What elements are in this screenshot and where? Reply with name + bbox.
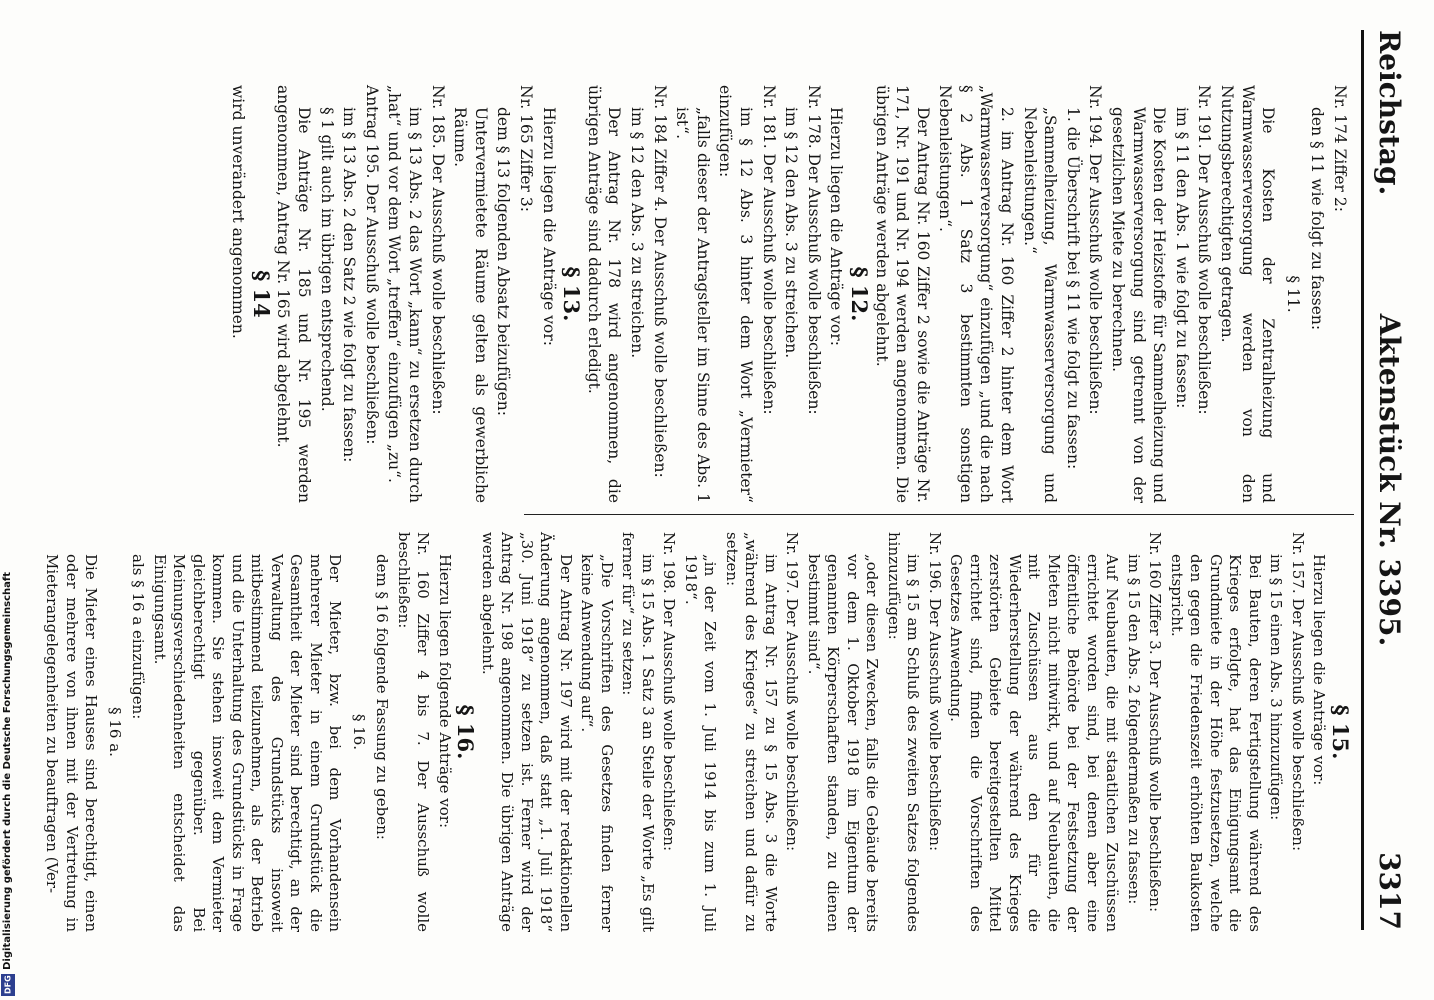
paragraph: im § 15 am Schluß des zweiten Satzes folgendes hinzuzufügen: — [885, 532, 923, 932]
paragraph: Hierzu liegen die Anträge vor: — [1310, 554, 1329, 786]
paragraph: Hierzu liegen die Anträge vor: — [539, 107, 558, 347]
section-heading: § 15. — [1328, 704, 1353, 760]
paragraph: dem § 16 folgende Fassung zu geben: — [373, 554, 392, 840]
paragraph: § 16 a. — [106, 707, 124, 757]
paragraph: als § 16 a einzufügen: — [129, 554, 148, 720]
header-center: Aktenstück Nr. 3395. — [1373, 313, 1406, 647]
paragraph: im § 12 den Abs. 3 zu streichen. — [782, 107, 801, 359]
header-left: Reichstag. — [1373, 30, 1406, 196]
paragraph: Nr. 196. Der Ausschuß wolle beschließen: — [926, 532, 944, 852]
paragraph: im § 13 Abs. 2 das Wort „kann“ zu ersetzen durch „hat“ und vor dem Wort „treffen“ einzufügen „zu“. — [385, 85, 425, 503]
paragraph: Die Kosten der Zentralheizung und Warmwasserversorgung werden von den Nutzungsberechtigten getragen. — [1218, 85, 1278, 503]
header-rule — [1361, 30, 1364, 930]
paragraph: im § 15 einen Abs. 3 hinzuzufügen: — [1267, 554, 1286, 821]
paragraph: im § 13 Abs. 2 den Satz 2 wie folgt zu fassen: — [340, 107, 359, 463]
paragraph: „Sammelheizung, Warmwasserversorgung und Nebenleistungen.“ — [1020, 107, 1060, 503]
page-header — [1366, 30, 1406, 930]
dfg-logo: DFG — [1, 974, 15, 996]
paragraph: im § 15 Abs. 1 Satz 3 an Stelle der Worte „Es gilt ferner für“ zu setzen: — [619, 532, 657, 932]
paragraph: „falls dieser der Antragsteller im Sinne des Abs. 1 ist“. — [673, 107, 712, 503]
section-heading: § 14 — [248, 270, 274, 318]
paragraph: Die Mieter eines Hauses sind berechtigt, einen oder mehrere von ihnen mit der Vertretung in Mieterangelegenheiten zu beauftragen (Ver- — [43, 554, 101, 932]
paragraph: Bei Bauten, deren Fertigstellung während des Krieges erfolgte, hat das Einigungsamt die Grundmiete in der Höhe festzusetzen, welche den gegen die Friedenszeit erhöhten Baukosten entspricht. — [1168, 554, 1264, 932]
paragraph: „oder diesen Zwecken, falls die Gebäude bereits vor dem 1. Oktober 1918 im Eigentum der genannten Körperschaften standen, zu dienen bestimmt sind“. — [805, 554, 882, 932]
paragraph: Nr. 194. Der Ausschuß wolle beschließen: — [1086, 85, 1105, 415]
paragraph: Nr. 165 Ziffer 3: — [517, 85, 536, 212]
paragraph: im § 15 den Abs. 2 folgendermaßen zu fassen: — [1125, 554, 1143, 905]
section-heading: § 12. — [846, 266, 872, 322]
paragraph: Nr. 160 Ziffer 3. Der Ausschuß wolle beschließen: — [1146, 532, 1165, 913]
paragraph: Nr. 157. Der Ausschuß wolle beschließen: — [1289, 532, 1307, 852]
paragraph: Nr. 160 Ziffer 4 bis 7. Der Ausschuß wolle beschließen: — [395, 532, 433, 932]
section-heading: § 16. — [453, 704, 479, 760]
paragraph: § 16. — [350, 713, 368, 751]
paragraph: Nr. 198. Der Ausschuß wolle beschließen: — [660, 532, 679, 852]
paragraph: § 11. — [1283, 275, 1302, 313]
paragraph: Nr. 185. Der Ausschuß wolle beschließen: — [428, 85, 447, 415]
paragraph: Hierzu liegen folgende Anträge vor: — [436, 554, 454, 829]
paragraph: im § 12 Abs. 3 hinter dem Wort „Vermieter“ einzufügen: — [716, 85, 755, 503]
paragraph: Nr. 174 Ziffer 2: — [1331, 85, 1349, 212]
paragraph: Der Antrag Nr. 160 Ziffer 2 sowie die Anträge Nr. 171, Nr. 191 und Nr. 194 werden angenommen. Die übrigen Anträge werden abgelehnt. — [872, 85, 932, 503]
paragraph: den § 11 wie folgt zu fassen: — [1308, 107, 1327, 331]
section-heading: § 13. — [559, 266, 585, 322]
left-column — [226, 85, 1350, 503]
digitization-sidebar — [0, 0, 20, 1000]
paragraph: „Die Vorschriften des Gesetzes finden ferner keine Anwendung auf“. — [578, 554, 616, 932]
funding-note: Digitalisierung gefördert durch die Deutsche Forschungsgemeinschaft — [2, 572, 13, 970]
paragraph: wird unverändert angenommen. — [229, 85, 248, 339]
paragraph: Die Kosten der Heizstoffe für Sammelheizung und Warmwasserversorgung sind getrennt von der gesetzlichen Miete zu berechnen. — [1109, 107, 1169, 503]
paragraph: Die Anträge Nr. 185 und Nr. 195 werden angenommen, Antrag Nr. 165 wird abgelehnt. — [274, 85, 314, 503]
paragraph: Der Antrag Nr. 178 wird angenommen, die übrigen Anträge sind dadurch erledigt. — [584, 85, 624, 503]
paragraph: Untervermietete Räume gelten als gewerbliche Räume. — [451, 107, 490, 503]
paragraph: Nr. 191. Der Ausschuß wolle beschließen: — [1195, 85, 1214, 415]
right-column — [40, 532, 1353, 932]
paragraph: im Antrag Nr. 157 zu § 15 Abs. 3 die Worte „während des Krieges“ zu streichen und dafür zu setzen: — [723, 532, 780, 932]
paragraph: Auf Neubauten, die mit staatlichen Zuschüssen errichtet worden sind, bei denen aber eine öffentliche Behörde bei der Festsetzung der Mieten nicht mitwirkt, und auf Neubauten, die mit Zuschüssen aus den für die Wiederherstellung der während des Krieges zerstörten Gebiete bereitgestellten Mittel errichtet sind, finden die Vorschriften des Gesetzes Anwendung. — [947, 554, 1122, 932]
paragraph: 2. im Antrag Nr. 160 Ziffer 2 hinter dem Wort „Warmwasserversorgung“ einzufügen „und die nach § 2 Abs. 1 Satz 3 bestimmten sonstigen Nebenleistungen“. — [936, 85, 1017, 503]
paragraph: Antrag 195. Der Ausschuß wolle beschließen: — [362, 85, 381, 445]
paragraph: Nr. 184 Ziffer 4. Der Ausschuß wolle beschließen: — [650, 85, 669, 478]
paragraph: Der Mieter, bzw. bei dem Vorhandensein mehrerer Mieter in einem Grundstück die Gesamtheit der Mieter sind berechtigt, an der Verwaltung des Grundstücks insoweit mitbestimmend teilzunehmen, als der Betrieb und die Unterhaltung des Grundstücks in Frage kommen. Sie stehen insoweit dem Vermieter gleichberechtigt gegenüber. Bei Meinungsverschiedenheiten entscheidet das Einigungsamt. — [151, 554, 345, 932]
paragraph: Nr. 178. Der Ausschuß wolle beschließen: — [804, 85, 823, 415]
paragraph: Der Antrag Nr. 197 wird mit der redaktionellen Änderung angenommen, daß statt „1. Juli 1918“ „30. Juni 1918“ zu setzen ist. Ferner wird der Antrag Nr. 198 angenommen. Die übrigen Anträge werden abgelehnt. — [479, 532, 575, 932]
paragraph: Hierzu liegen die Anträge vor: — [827, 107, 846, 347]
paragraph: § 1 gilt auch im übrigen entsprechend. — [317, 107, 336, 412]
paragraph: im § 12 den Abs. 3 zu streichen. — [628, 107, 646, 359]
paragraph: im § 11 den Abs. 1 wie folgt zu fassen: — [1172, 107, 1191, 409]
paragraph: Nr. 181. Der Ausschuß wolle beschließen: — [759, 85, 778, 415]
header-page-number: 3317 — [1373, 852, 1406, 930]
paragraph: dem § 13 folgenden Absatz beizufügen: — [494, 107, 513, 417]
paragraph: „in der Zeit vom 1. Juli 1914 bis zum 1. Juli 1918“. — [682, 554, 720, 932]
paragraph: Nr. 197. Der Ausschuß wolle beschließen: — [783, 532, 802, 852]
paragraph: 1. die Überschrift bei § 11 wie folgt zu fassen: — [1063, 107, 1082, 470]
column-divider — [524, 514, 1354, 515]
